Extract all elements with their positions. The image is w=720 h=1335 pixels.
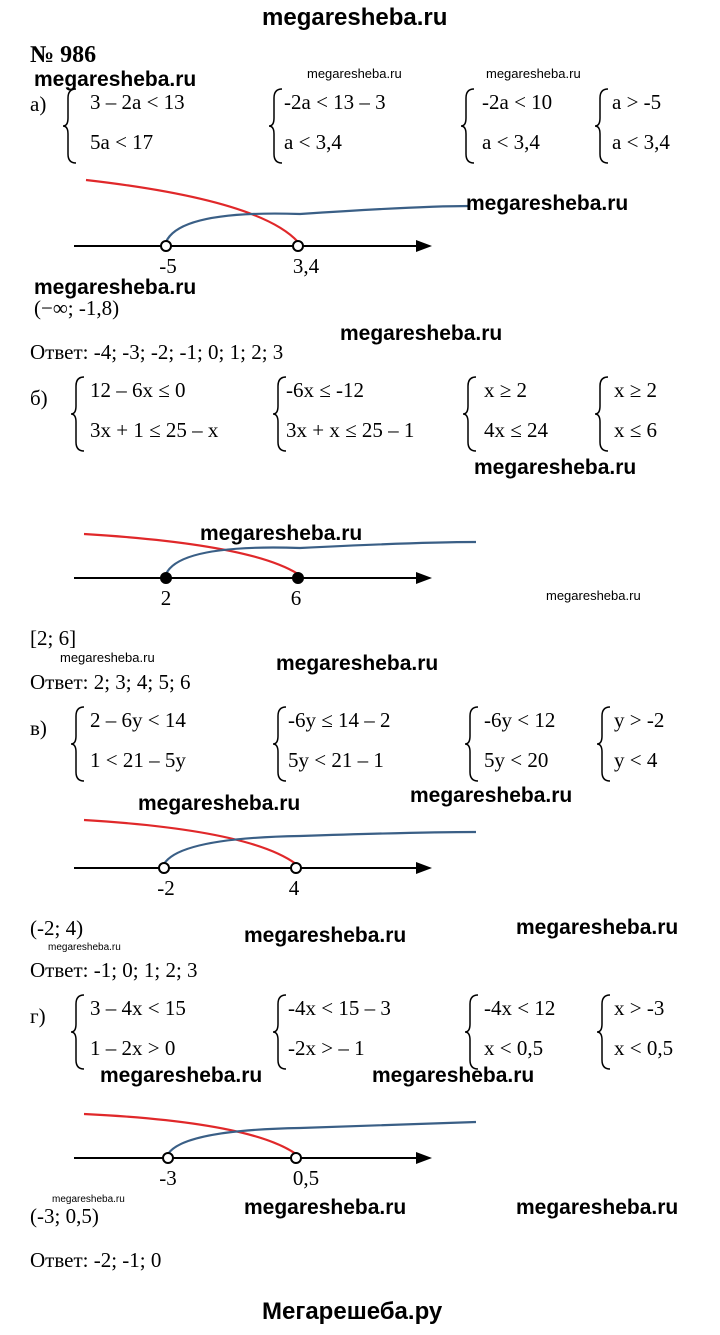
brace-icon <box>596 992 616 1072</box>
watermark: megaresheba.ru <box>52 1194 125 1205</box>
inequality: 3 – 4x < 15 <box>90 996 186 1020</box>
watermark: megaresheba.ru <box>516 916 679 939</box>
part-b-letter: б) <box>30 386 48 410</box>
inequality: x ≥ 2 <box>614 378 658 402</box>
part-a-system-1 <box>62 86 232 166</box>
watermark: megaresheba.ru <box>34 276 197 299</box>
watermark: megaresheba.ru <box>34 68 197 91</box>
part-g-letter: г) <box>30 1004 46 1028</box>
watermark: megaresheba.ru <box>474 456 637 479</box>
watermark: megaresheba.ru <box>244 924 407 947</box>
watermark: megaresheba.ru <box>466 192 629 215</box>
part-a-letter: а) <box>30 92 47 116</box>
part-v-system-1 <box>70 704 260 784</box>
inequality: a > -5 <box>612 90 662 114</box>
watermark: megaresheba.ru <box>276 652 439 675</box>
watermark: megaresheba.ru <box>516 1196 679 1219</box>
inequality: x > -3 <box>614 996 665 1020</box>
inequality: a < 3,4 <box>482 130 540 154</box>
part-a-number-line <box>0 170 720 280</box>
inequality: y > -2 <box>614 708 665 732</box>
inequality: -2x > – 1 <box>288 1036 365 1060</box>
axis-label: 3,4 <box>292 254 320 278</box>
inequality: 12 – 6x ≤ 0 <box>90 378 186 402</box>
brace-icon <box>70 704 90 784</box>
part-a-interval: (−∞; -1,8) <box>34 296 120 320</box>
watermark: megaresheba.ru <box>486 66 581 81</box>
axis-label: -2 <box>157 876 175 900</box>
site-footer: Мегарешеба.ру <box>262 1298 443 1325</box>
inequality: 4x ≤ 24 <box>484 418 549 442</box>
brace-icon <box>62 86 82 166</box>
brace-icon <box>462 374 482 454</box>
axis-label: 4 <box>288 876 300 900</box>
part-v-answer: Ответ: -1; 0; 1; 2; 3 <box>30 958 198 982</box>
part-a-system-3 <box>460 86 590 166</box>
inequality: 3x + 1 ≤ 25 – x <box>90 418 219 442</box>
watermark: megaresheba.ru <box>100 1064 263 1087</box>
inequality: -6y ≤ 14 – 2 <box>288 708 391 732</box>
axis-label: 6 <box>290 586 302 610</box>
part-v-number-line <box>0 794 720 904</box>
inequality: 5y < 20 <box>484 748 549 772</box>
axis-label: 0,5 <box>292 1166 320 1190</box>
watermark: megaresheba.ru <box>60 650 155 665</box>
inequality: x < 0,5 <box>484 1036 544 1060</box>
brace-icon <box>460 86 480 166</box>
brace-icon <box>70 374 90 454</box>
brace-icon <box>70 992 90 1072</box>
part-v-interval: (-2; 4) <box>30 916 84 940</box>
part-g-interval: (-3; 0,5) <box>30 1204 99 1228</box>
inequality: -2a < 10 <box>482 90 553 114</box>
part-a-system-2 <box>268 86 438 166</box>
watermark: megaresheba.ru <box>200 522 363 545</box>
part-g-system-2 <box>272 992 442 1072</box>
part-v-system-2 <box>272 704 442 784</box>
part-v-letter: в) <box>30 716 47 740</box>
inequality: -4x < 12 <box>484 996 556 1020</box>
part-g-system-3 <box>464 992 594 1072</box>
part-b-system-1 <box>70 374 270 454</box>
inequality: a < 3,4 <box>612 130 670 154</box>
part-b-system-2 <box>272 374 462 454</box>
watermark: megaresheba.ru <box>48 942 121 953</box>
part-b-interval: [2; 6] <box>30 626 77 650</box>
inequality: x < 0,5 <box>614 1036 674 1060</box>
inequality: 2 – 6y < 14 <box>90 708 186 732</box>
part-a-system-4 <box>594 86 704 166</box>
axis-label: -3 <box>159 1166 177 1190</box>
inequality: 5y < 21 – 1 <box>288 748 384 772</box>
inequality: 1 < 21 – 5y <box>90 748 186 772</box>
watermark: megaresheba.ru <box>244 1196 407 1219</box>
part-b-system-4 <box>594 374 704 454</box>
part-v-system-3 <box>464 704 594 784</box>
inequality: -6y < 12 <box>484 708 556 732</box>
watermark: megaresheba.ru <box>546 588 641 603</box>
inequality: 3 – 2a < 13 <box>90 90 185 114</box>
part-g-answer: Ответ: -2; -1; 0 <box>30 1248 162 1272</box>
inequality: -2a < 13 – 3 <box>284 90 386 114</box>
inequality: 3x + x ≤ 25 – 1 <box>286 418 415 442</box>
part-g-number-line <box>0 1084 720 1194</box>
axis-label: -5 <box>159 254 177 278</box>
inequality: a < 3,4 <box>284 130 342 154</box>
axis-label: 2 <box>160 586 172 610</box>
part-g-system-1 <box>70 992 260 1072</box>
inequality: -6x ≤ -12 <box>286 378 365 402</box>
inequality: x ≥ 2 <box>484 378 528 402</box>
inequality: 5a < 17 <box>90 130 154 154</box>
brace-icon <box>464 992 484 1072</box>
part-b-system-3 <box>462 374 582 454</box>
site-header: megaresheba.ru <box>262 4 448 31</box>
watermark: megaresheba.ru <box>340 322 503 345</box>
brace-icon <box>464 704 484 784</box>
inequality: y < 4 <box>614 748 658 772</box>
part-a-answer: Ответ: -4; -3; -2; -1; 0; 1; 2; 3 <box>30 340 284 364</box>
inequality: 1 – 2x > 0 <box>90 1036 176 1060</box>
watermark: megaresheba.ru <box>410 784 573 807</box>
part-v-system-4 <box>596 704 706 784</box>
watermark: megaresheba.ru <box>138 792 301 815</box>
brace-icon <box>594 86 614 166</box>
brace-icon <box>594 374 614 454</box>
inequality: x ≤ 6 <box>614 418 658 442</box>
part-g-system-4 <box>596 992 706 1072</box>
brace-icon <box>596 704 616 784</box>
inequality: -4x < 15 – 3 <box>288 996 391 1020</box>
problem-number: № 986 <box>30 42 97 68</box>
part-b-answer: Ответ: 2; 3; 4; 5; 6 <box>30 670 191 694</box>
watermark: megaresheba.ru <box>307 66 402 81</box>
watermark: megaresheba.ru <box>372 1064 535 1087</box>
